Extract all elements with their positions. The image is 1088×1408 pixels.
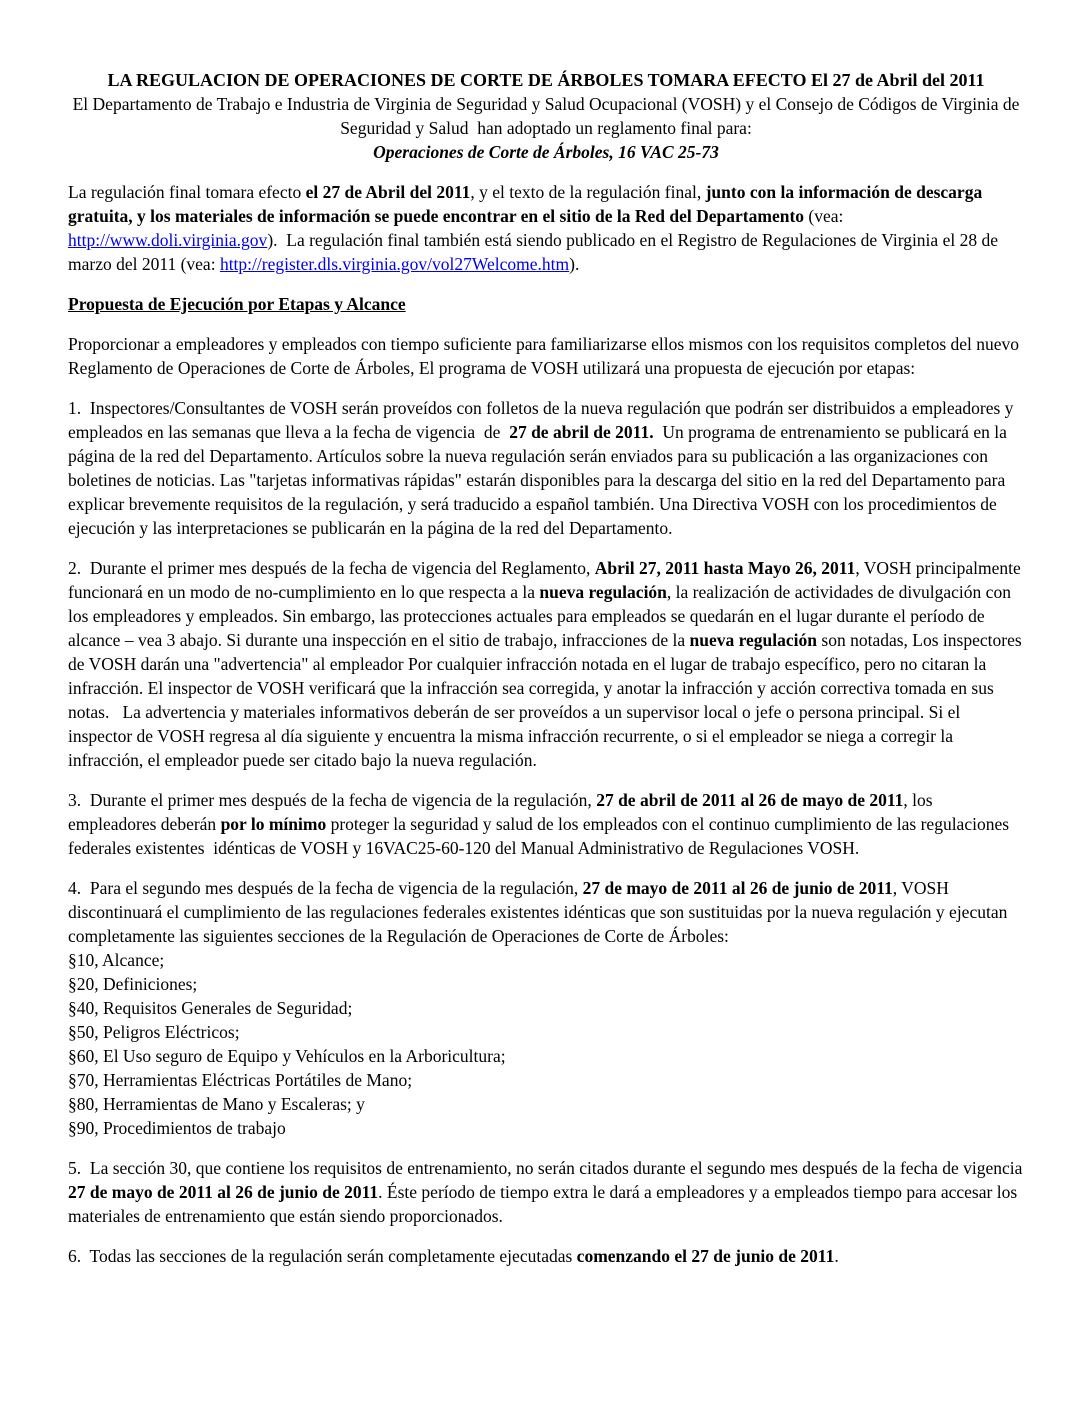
section-list-item (68, 996, 1024, 1020)
item-6 (68, 1244, 1024, 1268)
section-heading (68, 292, 1024, 316)
bold-text-run: 27 de mayo de 2011 al 26 de junio de 2011 (68, 1182, 379, 1202)
text-run: §40, Requisitos Generales de Seguridad; (68, 998, 353, 1018)
item-4 (68, 876, 1024, 948)
bold-text-run: junto con la información de descarga gratuita, y los materiales de información se puede encontrar en el sitio de la Red del Departamento (68, 182, 987, 226)
item-1 (68, 396, 1024, 540)
text-run: , la realización de actividades de divulgación con los empleadores y empleados. Sin embargo, las protecciones actuales para empleados se quedarán en el lugar durante el período de alcance – vea 3 abajo. Si durante una inspección en el sitio de trabajo, infracciones de la (68, 582, 1016, 650)
text-run: §50, Peligros Eléctricos; (68, 1022, 240, 1042)
text-run: El Departamento de Trabajo e Industria de Virginia de Seguridad y Salud Ocupacional (VOSH) y el Consejo de Códigos de Virginia de Seguridad y Salud han adoptado un reglamento final para: (72, 94, 1024, 138)
section-list-item (68, 1116, 1024, 1140)
text-run: (vea: (804, 206, 848, 226)
text-run: , los empleadores deberán (68, 790, 937, 834)
text-run: , VOSH principalmente funcionará en un modo de no-cumplimiento en lo que respecta a la (68, 558, 1026, 602)
section-list-item (68, 1020, 1024, 1044)
intro-paragraph (68, 180, 1024, 276)
section-list-item (68, 1044, 1024, 1068)
text-run: ). La regulación final también está siendo publicado en el Registro de Regulaciones de Virginia el 28 de marzo del 2011 (vea: (68, 230, 1003, 274)
text-run: ). (569, 254, 580, 274)
bold-text-run: el 27 de Abril del 2011 (305, 182, 471, 202)
text-run: La regulación final tomara efecto (68, 182, 306, 202)
bold-text-run: nueva regulación (689, 630, 818, 650)
text-run: 6. Todas las secciones de la regulación serán completamente ejecutadas (68, 1246, 577, 1266)
text-run: 4. Para el segundo mes después de la fecha de vigencia de la regulación, (68, 878, 583, 898)
text-run: , VOSH discontinuará el cumplimiento de las regulaciones federales existentes idénticas que son sustituidas por la nueva regulación y ejecutan completamente las siguientes secciones de la Regulación de Operaciones de Corte de Árboles: (68, 878, 1012, 946)
bold-text-run: Propuesta de Ejecución por Etapas y Alcance (68, 294, 406, 314)
hyperlink[interactable]: http://register.dls.virginia.gov/vol27Welcome.htm (219, 254, 570, 274)
hyperlink[interactable]: http://www.doli.virginia.gov (68, 230, 268, 250)
text-run: Un programa de entrenamiento se publicará en la página de la red del Departamento. Artículos sobre la nueva regulación serán enviados para su publicación a las organizaciones con boletines de noticias. Las "tarjetas informativas rápidas" estarán disponibles para la descarga del sitio en la red del Departamento para explicar brevemente requisitos de la regulación, y será traducido a español también. Una Directiva VOSH con los procedimientos de ejecución y las interpretaciones se publicarán en la página de la red del Departamento. (68, 422, 1012, 538)
section-list-item (68, 1092, 1024, 1116)
bold-text-run: 27 de abril de 2011. (509, 422, 654, 442)
bold-text-run: Abril 27, 2011 hasta Mayo 26, 2011 (594, 558, 856, 578)
text-run: , y el texto de la regulación final, (470, 182, 706, 202)
text-run: 5. La sección 30, que contiene los requisitos de entrenamiento, no serán citados durante el segundo mes después de la fecha de vigencia (68, 1158, 1027, 1178)
text-run: Proporcionar a empleadores y empleados con tiempo suficiente para familiarizarse ellos mismos con los requisitos completos del nuevo Reglamento de Operaciones de Corte de Árboles, El programa de VOSH utilizará una propuesta de ejecución por etapas: (68, 334, 1024, 378)
bold-text-run: 27 de mayo de 2011 al 26 de junio de 2011 (582, 878, 893, 898)
doc-subtitle (68, 92, 1024, 140)
bold-text-run: comenzando el 27 de junio de 2011 (576, 1246, 835, 1266)
text-run: . (834, 1246, 839, 1266)
text-run: §80, Herramientas de Mano y Escaleras; y (68, 1094, 365, 1114)
text-run: §10, Alcance; (68, 950, 165, 970)
overview-paragraph (68, 332, 1024, 380)
item-5 (68, 1156, 1027, 1228)
item-3 (68, 788, 1024, 860)
text-run: §70, Herramientas Eléctricas Portátiles de Mano; (68, 1070, 413, 1090)
bold-text-run: Operaciones de Corte de Árboles, 16 VAC 25-73 (373, 142, 719, 162)
section-list-item (68, 948, 1024, 972)
text-run: proteger la seguridad y salud de los empleados con el continuo cumplimiento de las regulaciones federales existentes idénticas de VOSH y 16VAC25-60-120 del Manual Administrativo de Regulaciones VOSH. (68, 814, 1014, 858)
item-2 (68, 556, 1027, 772)
text-run: son notadas, Los inspectores de VOSH darán una "advertencia" al empleador Por cualquier infracción notada en el lugar de trabajo específico, pero no citaran la infracción. El inspector de VOSH verificará que la infracción sea corregida, y anotar la infracción y acción correctiva tomada en sus notas. La advertencia y materiales informativos deberán de ser proveídos a un supervisor local o jefe o persona principal. Si el inspector de VOSH regresa al día siguiente y encuentra la misma infracción recurrente, o si el empleador se niega a corregir la infracción, el empleador puede ser citado bajo la nueva regulación. (68, 630, 1027, 770)
bold-text-run: LA REGULACION DE OPERACIONES DE CORTE DE ÁRBOLES TOMARA EFECTO El 27 de Abril del 2011 (107, 70, 985, 90)
doc-regulation-name (68, 140, 1024, 164)
text-run: §20, Definiciones; (68, 974, 198, 994)
text-run: . Éste período de tiempo extra le dará a empleadores y a empleados tiempo para accesar los materiales de entrenamiento que están siendo proporcionados. (68, 1182, 1022, 1226)
text-run: §60, El Uso seguro de Equipo y Vehículos en la Arboricultura; (68, 1046, 506, 1066)
text-run: 1. Inspectores/Consultantes de VOSH serán proveídos con folletos de la nueva regulación que podrán ser distribuidos a empleadores y empleados en las semanas que lleva a la fecha de vigencia de (68, 398, 1018, 442)
doc-title (68, 68, 1024, 92)
text-run: 2. Durante el primer mes después de la fecha de vigencia del Reglamento, (68, 558, 595, 578)
text-run: 3. Durante el primer mes después de la fecha de vigencia de la regulación, (68, 790, 597, 810)
text-run: §90, Procedimientos de trabajo (68, 1118, 286, 1138)
bold-text-run: por lo mínimo (220, 814, 327, 834)
section-list-item (68, 1068, 1024, 1092)
section-list-item (68, 972, 1024, 996)
bold-text-run: nueva regulación (539, 582, 667, 602)
bold-text-run: 27 de abril de 2011 al 26 de mayo de 2011 (596, 790, 904, 810)
